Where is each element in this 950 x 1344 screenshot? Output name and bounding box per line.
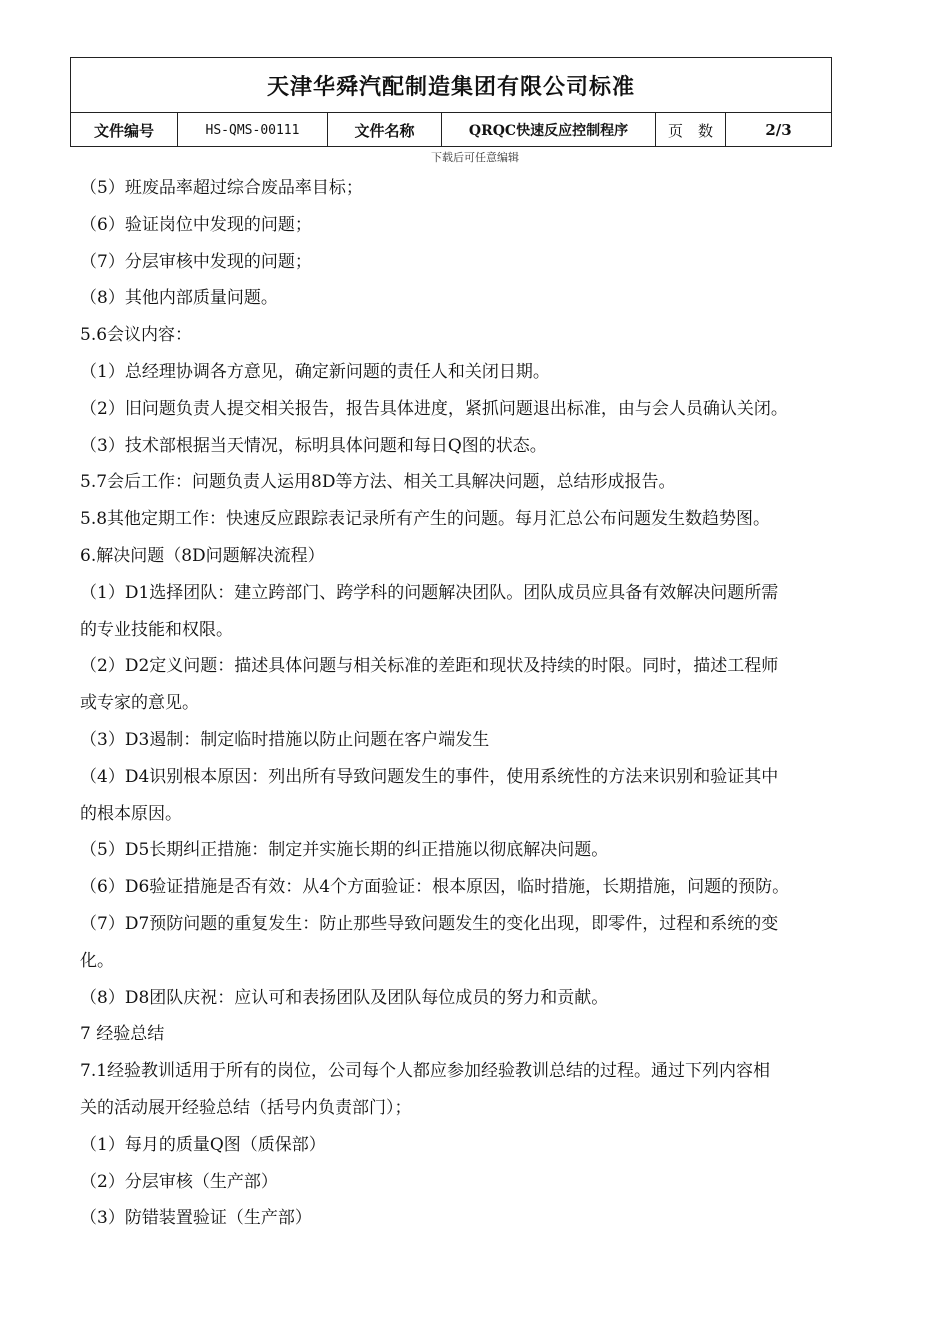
text-line: （2）D2定义问题：描述具体问题与相关标准的差距和现状及持续的时限。同时，描述工程师 [80, 656, 779, 677]
text-line: （2）分层审核（生产部） [80, 1171, 278, 1192]
document-header-table [70, 57, 832, 147]
document-body [80, 170, 880, 1237]
text-line: （1）总经理协调各方意见，确定新问题的责任人和关闭日期。 [80, 361, 550, 382]
text-line: （5）D5长期纠正措施：制定并实施长期的纠正措施以彻底解决问题。 [80, 840, 609, 861]
text-line: （4）D4识别根本原因：列出所有导致问题发生的事件，使用系统性的方法来识别和验证其中 [80, 766, 779, 787]
text-line: （8）其他内部质量问题。 [80, 288, 278, 309]
section-heading: 6.解决问题（8D问题解决流程） [80, 545, 325, 566]
text-line: （1）D1选择团队：建立跨部门、跨学科的问题解决团队。团队成员应具备有效解决问题所需 [80, 582, 779, 603]
section-heading: 5.6会议内容： [80, 325, 193, 346]
section-heading: 7 经验总结 [80, 1024, 165, 1045]
text-line: 化。 [80, 950, 114, 971]
text-line: （6）验证岗位中发现的问题； [80, 214, 312, 235]
text-line: 的专业技能和权限。 [80, 619, 233, 640]
text-line: （5）班废品率超过综合废品率目标； [80, 178, 363, 198]
text-line: （3）技术部根据当天情况，标明具体问题和每日Q图的状态。 [80, 435, 547, 456]
text-line: （3）D3遏制：制定临时措施以防止问题在客户端发生 [80, 729, 490, 750]
doc-name-label: 文件名称 [328, 113, 442, 147]
text-line: （8）D8团队庆祝：应认可和表扬团队及团队每位成员的努力和贡献。 [80, 987, 609, 1008]
text-line: （7）分层审核中发现的问题； [80, 251, 312, 272]
text-line: 7.1经验教训适用于所有的岗位，公司每个人都应参加经验教训总结的过程。通过下列内容相 [80, 1061, 771, 1082]
doc-number-label: 文件编号 [71, 113, 178, 147]
section-heading: 5.8其他定期工作：快速反应跟踪表记录所有产生的问题。每月汇总公布问题发生数趋势图。 [80, 509, 771, 530]
header-info-row [71, 113, 831, 147]
text-line: 的根本原因。 [80, 803, 182, 824]
page-count-value: 2/3 [765, 121, 792, 139]
text-line: （3）防错装置验证（生产部） [80, 1208, 312, 1229]
section-heading: 5.7会后工作：问题负责人运用8D等方法、相关工具解决问题，总结形成报告。 [80, 472, 676, 493]
doc-name-value: QRQC快速反应控制程序 [442, 113, 656, 147]
text-line: （2）旧问题负责人提交相关报告，报告具体进度，紧抓问题退出标准，由与会人员确认关闭。 [80, 398, 788, 419]
text-line: （1）每月的质量Q图（质保部） [80, 1134, 326, 1155]
page-count-label: 页 数 [656, 113, 726, 147]
company-standard-title: 天津华舜汽配制造集团有限公司标准 [71, 58, 831, 113]
text-line: 或专家的意见。 [80, 693, 199, 714]
text-line: （7）D7预防问题的重复发生：防止那些导致问题发生的变化出现，即零件，过程和系统的变 [80, 913, 779, 934]
text-line: 关的活动展开经验总结（括号内负责部门）； [80, 1097, 412, 1118]
download-edit-note: 下载后可任意编辑 [431, 151, 519, 164]
doc-number-value: HS-QMS-00111 [178, 113, 328, 147]
text-line: （6）D6验证措施是否有效：从4个方面验证：根本原因，临时措施，长期措施，问题的预防。 [80, 877, 790, 898]
